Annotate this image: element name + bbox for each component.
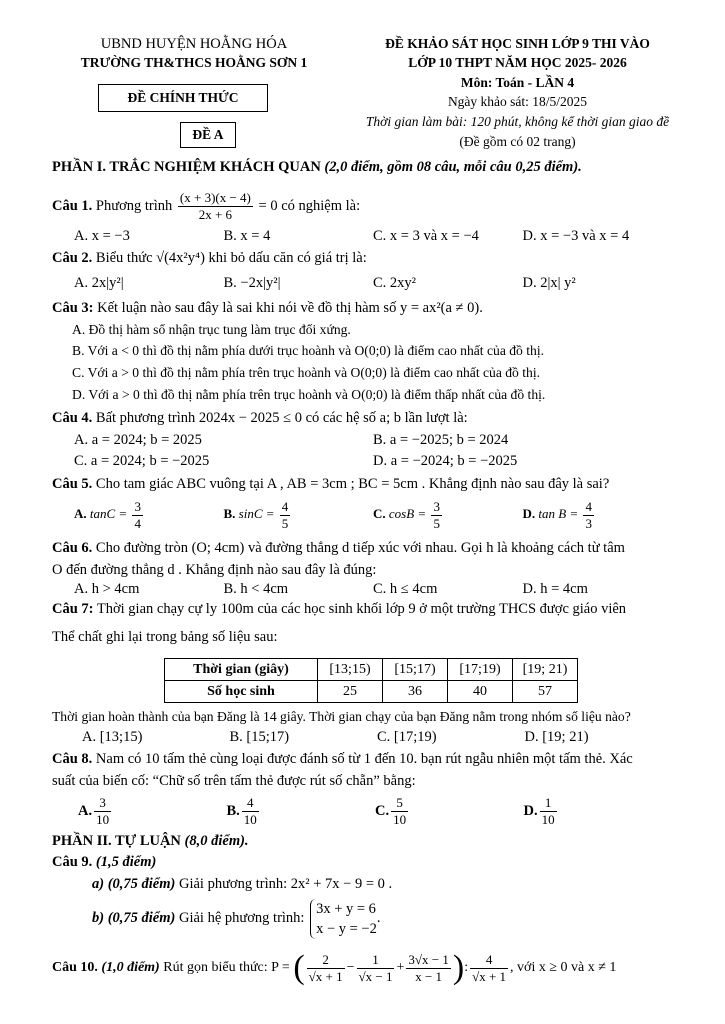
question-7-table [164, 658, 578, 703]
q4-option-d[interactable]: D. a = −2024; b = −2025 [373, 453, 518, 469]
part1-heading [52, 157, 672, 178]
q8-option-c-num: 5 [391, 795, 408, 812]
question-1-fraction [178, 190, 253, 223]
q3-option-c[interactable]: C. Với a > 0 thì đồ thị nằm phía trên trục hoành và O(0;0) là điểm cao nhất của đồ thị. [72, 365, 540, 380]
exam-subject: Môn: Toán - LẦN 4 [460, 75, 575, 90]
question-10-condition: , với x ≥ 0 và x ≠ 1 [510, 960, 617, 976]
question-5-label: Câu 5. [52, 476, 93, 492]
q2-option-a[interactable]: A. 2x|y²| [74, 275, 124, 291]
q5-option-b-letter: B. [223, 506, 236, 521]
q8-option-d-num: 1 [540, 795, 557, 812]
question-4-text: Bất phương trình 2024x − 2025 ≤ 0 có các hệ số a; b lần lượt là: [95, 410, 468, 426]
question-9a-text: Giải phương trình: 2x² + 7x − 9 = 0 . [178, 876, 393, 892]
question-4-options-row2 [52, 450, 672, 472]
q8-option-d[interactable] [524, 791, 673, 831]
q5-option-d-letter: D. [522, 506, 536, 521]
question-6-options [52, 580, 672, 598]
table-cell: [19; 21) [513, 659, 578, 681]
part1-title: PHẦN I. TRẮC NGHIỆM KHÁCH QUAN [52, 159, 321, 175]
q4-option-c[interactable]: C. a = 2024; b = −2025 [74, 453, 210, 469]
question-10-label: Câu 10. [52, 960, 98, 976]
q6-option-b[interactable]: B. h < 4cm [223, 581, 289, 597]
table-cell: 25 [318, 681, 383, 703]
question-1-numerator: (x + 3)(x − 4) [179, 190, 251, 206]
exam-page-count: (Đề gồm có 02 trang) [459, 134, 576, 149]
part2-title: PHẦN II. TỰ LUẬN [52, 833, 181, 849]
question-2-label: Câu 2. [52, 250, 93, 266]
q7-option-b[interactable]: B. [15;17) [229, 729, 290, 745]
table-row [165, 659, 578, 681]
question-3-text: Kết luận nào sau đây là sai khi nói về đồ thị hàm số y = ax²(a ≠ 0). [97, 300, 483, 316]
table-row [165, 681, 578, 703]
q5-option-d-num: 4 [585, 498, 592, 514]
q1-option-a[interactable]: A. x = −3 [74, 228, 130, 244]
question-8-line1: Nam có 10 tấm thẻ cùng loại được đánh số từ 1 đến 10. bạn rút ngẫu nhiên một tấm thẻ. Xác [95, 751, 633, 767]
q8-option-a-den: 10 [96, 812, 110, 828]
q8-option-b-den: 10 [243, 812, 257, 828]
equation-system [310, 899, 377, 939]
table-head-count: Số học sinh [165, 681, 318, 703]
q5-option-b-num: 4 [281, 498, 289, 514]
question-2-options [52, 270, 672, 296]
table-cell: 36 [383, 681, 448, 703]
question-4-options-row1 [52, 430, 672, 450]
q8-option-b[interactable] [227, 791, 376, 831]
part1-note: (2,0 điểm, gồm 08 câu, mỗi câu 0,25 điểm). [324, 159, 582, 175]
p-divisor-den: √x + 1 [472, 968, 507, 984]
q8-option-c[interactable] [375, 791, 524, 831]
question-9 [52, 852, 672, 872]
p-term1-den: √x + 1 [308, 968, 343, 984]
q5-option-b-fn: sinC = [238, 506, 275, 521]
q1-option-d[interactable]: D. x = −3 và x = 4 [522, 228, 630, 244]
question-5-options [52, 496, 672, 532]
question-9b-text: Giải hệ phương trình: [178, 910, 305, 926]
q8-option-c-letter: C. [375, 803, 390, 819]
p-term2-den: √x − 1 [358, 968, 393, 984]
question-7-options [52, 727, 672, 747]
q5-option-d[interactable] [523, 496, 673, 532]
q5-option-c[interactable] [373, 496, 523, 532]
part2-note: (8,0 điểm). [184, 833, 249, 849]
q5-option-a-den: 4 [134, 515, 141, 531]
question-7-after: Thời gian hoàn thành của bạn Đăng là 14 giây. Thời gian chạy của bạn Đăng nằm trong nhóm số liệu nào? [52, 709, 631, 724]
q5-option-a[interactable] [74, 496, 224, 532]
system-equation-2: x − y = −2 [316, 920, 377, 937]
question-7-line1: Thời gian chạy cự ly 100m của các học sinh khối lớp 9 ở một trường THCS được giáo viên [96, 601, 627, 617]
question-8-options [52, 791, 672, 831]
table-head-time: Thời gian (giây) [165, 659, 318, 681]
table-cell: [13;15) [318, 659, 383, 681]
question-8 [52, 747, 672, 771]
question-4 [52, 406, 672, 430]
q8-option-d-den: 10 [541, 812, 555, 828]
table-cell: 40 [448, 681, 513, 703]
question-6-line2: O đến đường thẳng d . Khẳng định nào sau đây là đúng: [52, 562, 377, 578]
question-8-label: Câu 8. [52, 751, 93, 767]
question-3-label: Câu 3: [52, 300, 94, 316]
p-term3-num: 3√x − 1 [408, 951, 449, 967]
q8-option-b-num: 4 [242, 795, 259, 812]
table-cell: 57 [513, 681, 578, 703]
q1-option-b[interactable]: B. x = 4 [223, 228, 271, 244]
q2-option-b[interactable]: B. −2x|y²| [223, 275, 281, 291]
q5-option-c-num: 3 [433, 498, 440, 514]
question-5-text: Cho tam giác ABC vuông tại A , AB = 3cm ; BC = 5cm . Khẳng định nào sau đây là sai? [95, 476, 610, 492]
question-1-pre: Phương trình [95, 198, 173, 214]
q8-option-a[interactable] [78, 791, 227, 831]
q7-option-a[interactable]: A. [13;15) [82, 729, 143, 745]
question-8-line2: suất của biến cố: “Chữ số trên tấm thẻ được rút số chẵn” bằng: [52, 773, 416, 789]
question-6-label: Câu 6. [52, 540, 93, 556]
p-term2-num: 1 [357, 952, 395, 969]
part2-heading [52, 831, 672, 852]
q3-option-b[interactable]: B. Với a < 0 thì đồ thị nằm phía dưới trục hoành và O(0;0) là điểm cao nhất của đồ thị. [72, 343, 544, 358]
exam-title-line2: LỚP 10 THPT NĂM HỌC 2025- 2026 [408, 55, 627, 70]
question-9b [52, 896, 672, 940]
exam-body [52, 157, 672, 992]
q6-option-a[interactable]: A. h > 4cm [74, 581, 140, 597]
question-1 [52, 186, 672, 226]
question-1-options [52, 226, 672, 246]
q5-option-d-fn: tan B = [538, 506, 579, 521]
exam-header [0, 36, 725, 156]
question-1-denominator: 2x + 6 [198, 207, 233, 223]
q4-option-b[interactable]: B. a = −2025; b = 2024 [373, 432, 509, 448]
school-name: TRƯỜNG TH&THCS HOẰNG SƠN 1 [80, 55, 308, 70]
q8-option-b-letter: B. [226, 803, 240, 819]
table-cell: [15;17) [383, 659, 448, 681]
exam-code-label: ĐỀ A [180, 122, 236, 148]
question-9a [52, 872, 672, 896]
question-9-points: (1,5 điểm) [95, 854, 157, 870]
question-2-text: Biểu thức √(4x²y⁴) khi bỏ dấu căn có giá trị là: [95, 250, 367, 266]
question-3-options [52, 320, 672, 406]
p-term3-den: x − 1 [415, 968, 443, 984]
q8-option-a-letter: A. [78, 803, 93, 819]
q6-option-d[interactable]: D. h = 4cm [522, 581, 588, 597]
q1-option-c[interactable]: C. x = 3 và x = −4 [373, 228, 479, 244]
exam-duration: Thời gian làm bài: 120 phút, không kể thời gian giao đề [365, 114, 670, 129]
question-7 [52, 598, 672, 620]
question-7-label: Câu 7: [52, 601, 94, 617]
q5-option-c-den: 5 [433, 515, 440, 531]
q7-option-c[interactable]: C. [17;19) [377, 729, 437, 745]
question-2 [52, 246, 672, 270]
q3-option-a[interactable]: A. Đồ thị hàm số nhận trục tung làm trục đối xứng. [72, 322, 351, 337]
q3-option-d[interactable]: D. Với a > 0 thì đồ thị nằm phía trên trục hoành và O(0;0) là điểm thấp nhất của đồ thị. [72, 387, 546, 402]
q2-option-c[interactable]: C. 2xy² [373, 275, 417, 291]
question-1-label: Câu 1. [52, 198, 93, 214]
system-end: . [376, 910, 381, 926]
question-7-line2: Thể chất ghi lại trong bảng số liệu sau: [52, 629, 278, 645]
q8-option-c-den: 10 [393, 812, 407, 828]
q5-option-a-letter: A. [74, 506, 87, 521]
exam-date: Ngày khảo sát: 18/5/2025 [447, 94, 588, 109]
question-10-points: (1,0 điểm) [101, 960, 160, 976]
q5-option-a-fn: tanC = [89, 506, 128, 521]
q6-option-c[interactable]: C. h ≤ 4cm [373, 581, 438, 597]
question-9b-label: b) (0,75 điểm) [92, 910, 176, 926]
q5-option-b-den: 5 [281, 515, 289, 531]
q4-option-a[interactable]: A. a = 2024; b = 2025 [74, 432, 202, 448]
q5-option-b[interactable] [224, 496, 374, 532]
question-5 [52, 472, 672, 496]
question-6 [52, 536, 672, 560]
question-10-text: Rút gọn biểu thức: P = [163, 960, 290, 976]
question-9-label: Câu 9. [52, 854, 93, 870]
p-divisor-num: 4 [470, 952, 508, 969]
q8-option-a-num: 3 [94, 795, 111, 812]
q5-option-a-num: 3 [134, 498, 141, 514]
question-1-post: = 0 có nghiệm là: [258, 198, 361, 214]
question-6-line1: Cho đường tròn (O; 4cm) và đường thẳng d tiếp xúc với nhau. Gọi h là khoảng cách từ tâm [95, 540, 625, 556]
q8-option-d-letter: D. [523, 803, 538, 819]
question-9a-label: a) (0,75 điểm) [92, 876, 176, 892]
question-10: Câu 10. (1,0 điểm) Rút gọn biểu thức: P = ( $\frac{2}{√x + 1}$ − $\frac{1}{√x - 1}$ + $\frac{3√x - 1}{x - 1}$ ): $\frac{4}{√x + 1}$ , với x ≥ 0 và x ≠ 1 [52, 949, 617, 986]
question-4-label: Câu 4. [52, 410, 93, 426]
table-cell: [17;19) [448, 659, 513, 681]
q5-option-c-letter: C. [373, 506, 386, 521]
question-3 [52, 296, 672, 320]
p-term1-num: 2 [307, 952, 345, 969]
school-authority: UBND HUYỆN HOẰNG HÓA [100, 36, 288, 52]
system-equation-1: 3x + y = 6 [316, 900, 376, 917]
q2-option-d[interactable]: D. 2|x| y² [522, 275, 576, 291]
official-exam-label: ĐỀ CHÍNH THỨC [98, 84, 268, 112]
q7-option-d[interactable]: D. [19; 21) [524, 729, 589, 745]
q5-option-c-fn: cosB = [388, 506, 427, 521]
exam-title-line1: ĐỀ KHẢO SÁT HỌC SINH LỚP 9 THI VÀO [385, 36, 650, 51]
q5-option-d-den: 3 [585, 515, 592, 531]
